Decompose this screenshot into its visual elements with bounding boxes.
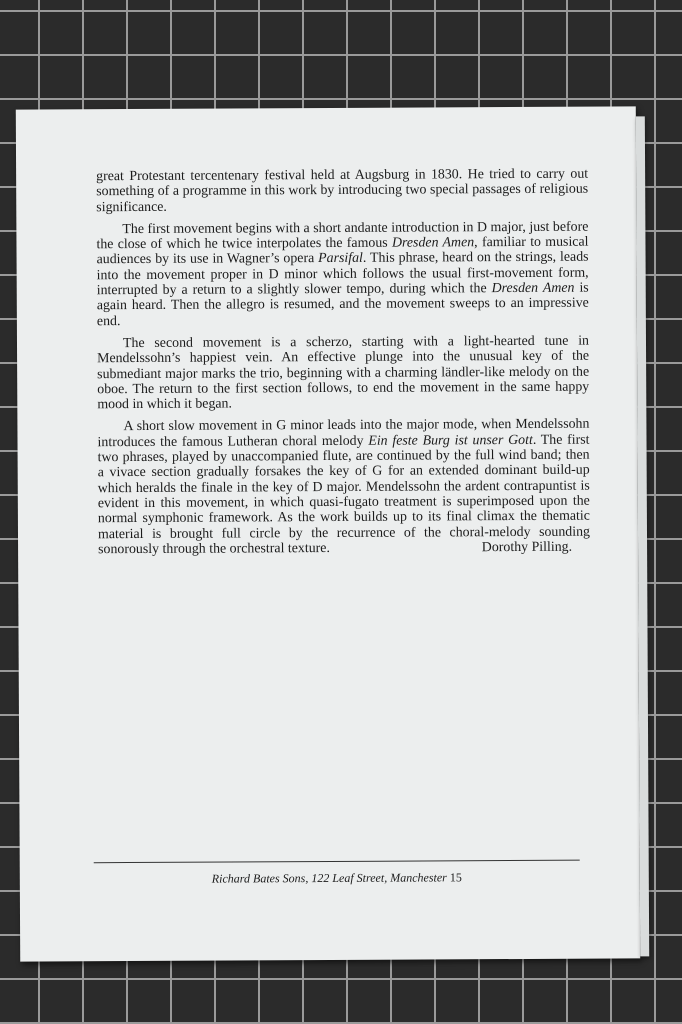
text-run: The first movement begins with a short andante introduction in D major, just before the close of which he twice interpolates the famous	[96, 219, 589, 253]
document-page	[16, 106, 640, 961]
italic-title: Ein feste Burg ist unser Gott	[368, 432, 533, 449]
footer-divider	[94, 860, 580, 864]
page-edge	[636, 116, 649, 956]
italic-title: Dresden Amen	[391, 235, 475, 251]
article-body	[96, 167, 590, 558]
text-run: great Protestant tercentenary festival held at Augsburg in 1830. He tried to carry out something of a programme in this work by introducing two special passages of religious significance.	[96, 166, 589, 215]
publisher-name: Richard Bates Sons, 122 Leaf Street, Manchester	[211, 870, 447, 886]
paragraph	[97, 334, 589, 413]
italic-title: Dresden Amen	[491, 280, 575, 297]
author-signature: Dorothy Pilling.	[481, 539, 573, 556]
paragraph	[96, 167, 588, 215]
publisher-footer	[94, 870, 580, 888]
italic-title: Parsifal	[318, 251, 363, 267]
text-run: is again heard. Then the allegro is resumed, and the movement sweeps to an impressive end.	[96, 280, 589, 329]
page-number: 15	[449, 870, 462, 885]
text-run: . The first two phrases, played by unaccompanied flute, are continued by the full wind band; then a vivace section gradually forsakes the key of G for an extended dominant build-up which heralds the finale in the key of D major. Mendelssohn the ardent contrapuntist is evident in this movement, in which quasi-fugato treatment is superimposed upon the normal symphonic framework. As the work builds up to its final climax the thematic material is brought full circle by the recurrence of the choral-melody sounding sonorously through the orchestral texture.	[97, 432, 591, 558]
text-run: , familiar to musical audiences by its use in Wagner’s opera	[96, 234, 589, 268]
paragraph	[97, 417, 590, 557]
paragraph	[96, 220, 589, 330]
text-run: A short slow movement in G minor leads into the major mode, when Mendelssohn introduces the famous Lutheran choral melody	[97, 417, 590, 450]
text-run: The second movement is a scherzo, starting with a light-hearted tune in Mendelssohn’s happiest vein. An effective plunge into the unusual key of the submediant major marks the trio, beginning with a charming ländler-like melody on the oboe. The return to the first section follows, to end the movement in the same happy mood in which it began.	[97, 333, 590, 413]
text-run: . This phrase, heard on the strings, leads into the movement proper in D minor which follows the usual first-movement form, interrupted by a return to a slightly slower tempo, during which the	[96, 250, 589, 299]
